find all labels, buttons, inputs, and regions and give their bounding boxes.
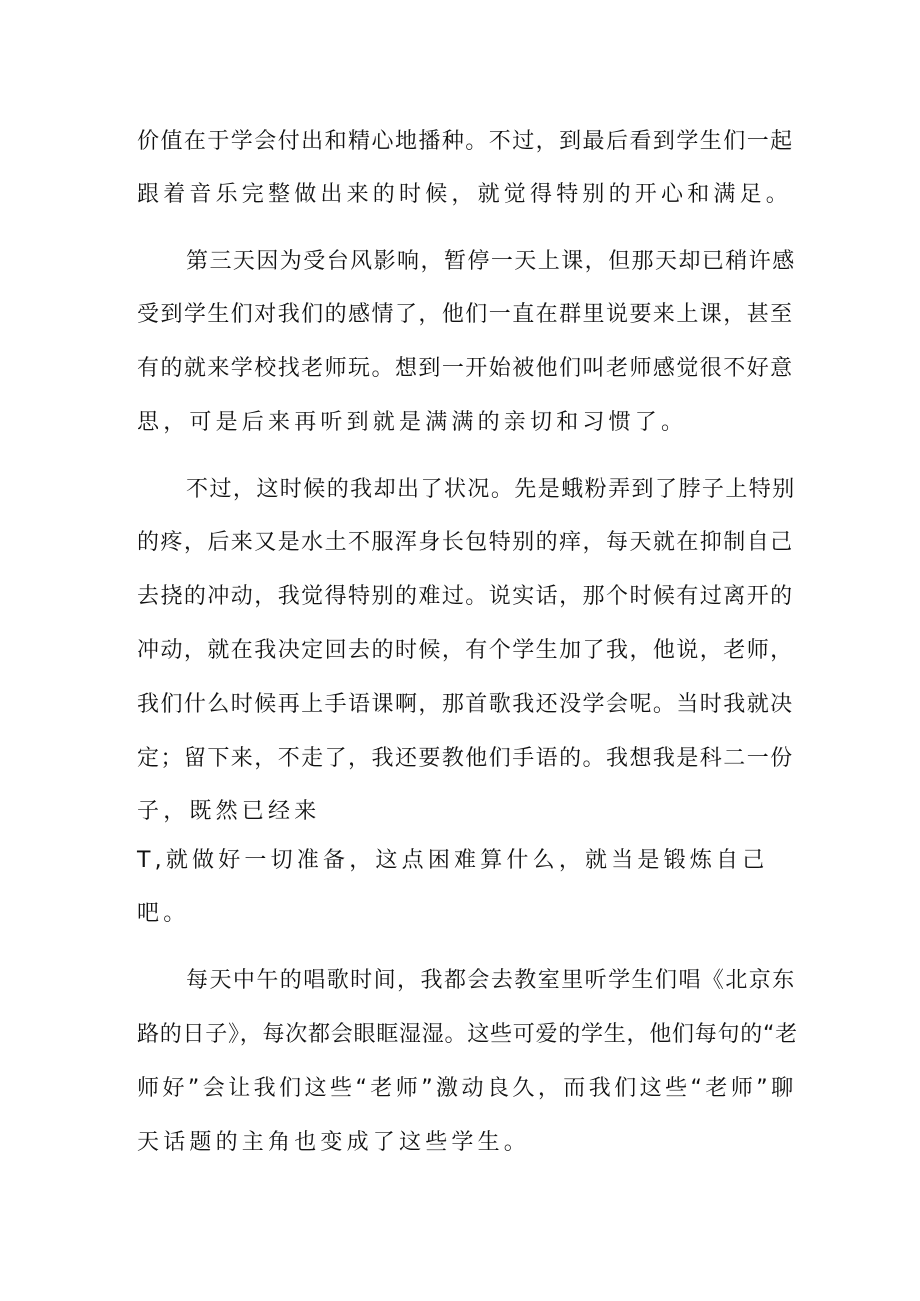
text-line: 师好”会让我们这些“老师”激动良久，而我们这些“老师”聊 [137, 1076, 797, 1101]
text-line: 我们什么时候再上手语课啊，那首歌我还没学会呢。当时我就决 [137, 692, 794, 717]
text-line: 冲动，就在我决定回去的时候，有个学生加了我，他说，老师， [137, 638, 794, 663]
text-line: T,就做好一切准备，这点困难算什么，就当是锻炼自己 [137, 848, 769, 873]
text-line: 天话题的主角也变成了这些学生。 [137, 1130, 531, 1155]
text-line: 不过，这时候的我却出了状况。先是蛾粉弄到了脖子上特别 [186, 477, 796, 502]
text-line: 子，既然已经来 [137, 799, 321, 824]
text-line: 价值在于学会付出和精心地播种。不过，到最后看到学生们一起 [137, 129, 794, 154]
text-line: 吧。 [137, 901, 190, 926]
text-line: 路的日子》，每次都会眼眶湿湿。这些可爱的学生，他们每句的“老 [137, 1022, 798, 1047]
text-line: 去挠的冲动，我觉得特别的难过。说实话，那个时候有过离开的 [137, 584, 794, 609]
text-line: 跟着音乐完整做出来的时候，就觉得特别的开心和满足。 [137, 182, 793, 207]
text-line: 的疼，后来又是水土不服浑身长包特别的痒，每天就在抑制自己 [137, 530, 794, 555]
text-line: 有的就来学校找老师玩。想到一开始被他们叫老师感觉很不好意 [137, 356, 794, 381]
text-line: 每天中午的唱歌时间，我都会去教室里听学生们唱《北京东 [186, 968, 796, 993]
text-line: 受到学生们对我们的感情了，他们一直在群里说要来上课，甚至 [137, 302, 794, 327]
text-line: 第三天因为受台风影响，暂停一天上课，但那天却已稍许感 [186, 249, 796, 274]
text-line: 思，可是后来再听到就是满满的亲切和习惯了。 [137, 410, 688, 435]
text-line: 定；留下来，不走了，我还要教他们手语的。我想我是科二一份 [137, 746, 794, 771]
